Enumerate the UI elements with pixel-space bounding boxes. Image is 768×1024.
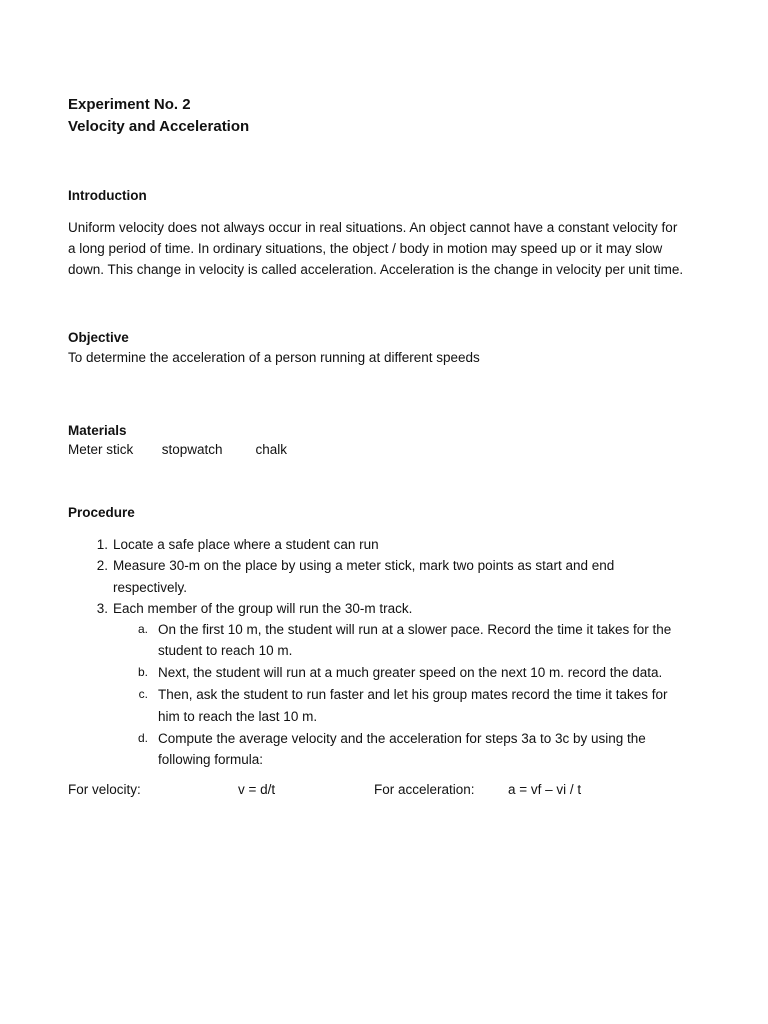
objective-heading: Objective xyxy=(68,330,129,345)
substep-text: student to reach 10 m. xyxy=(158,643,293,658)
title-line-2: Velocity and Acceleration xyxy=(68,118,250,135)
substep-letter: d. xyxy=(137,731,148,745)
introduction-line-3: down. This change in velocity is called acceleration. Acceleration is the change in velocity per unit time. xyxy=(68,262,684,277)
substep-text: Compute the average velocity and the acceleration for steps 3a to 3c by using the xyxy=(158,731,646,746)
substep-text: Next, the student will run at a much greater speed on the next 10 m. record the data. xyxy=(158,665,663,680)
step-text: Measure 30-m on the place by using a meter stick, mark two points as start and end xyxy=(113,558,615,573)
substep-letter: a. xyxy=(137,622,148,636)
step-text: Locate a safe place where a student can run xyxy=(113,537,379,552)
acceleration-label: For acceleration: xyxy=(374,782,475,797)
introduction-heading: Introduction xyxy=(68,188,147,203)
objective-text: To determine the acceleration of a person running at different speeds xyxy=(68,350,480,365)
velocity-formula: v = d/t xyxy=(238,782,276,797)
title-line-1: Experiment No. 2 xyxy=(68,96,191,113)
substep-text: On the first 10 m, the student will run at a slower pace. Record the time it takes for the xyxy=(158,622,672,637)
step-text: respectively. xyxy=(113,580,188,595)
acceleration-formula: a = vf – vi / t xyxy=(508,782,582,797)
substep-text: Then, ask the student to run faster and let his group mates record the time it takes for xyxy=(158,687,668,702)
document-title xyxy=(68,94,249,138)
materials-heading: Materials xyxy=(68,423,127,438)
substep-letter: c. xyxy=(138,687,148,701)
step-number: 2. xyxy=(96,558,108,573)
materials-list xyxy=(68,442,287,457)
substep-text: him to reach the last 10 m. xyxy=(158,709,318,724)
velocity-label: For velocity: xyxy=(68,782,141,797)
step-number: 3. xyxy=(96,601,108,616)
introduction-line-2: a long period of time. In ordinary situations, the object / body in motion may speed up or it may slow xyxy=(68,241,663,256)
introduction-paragraph xyxy=(68,217,708,280)
step-number: 1. xyxy=(96,537,108,552)
introduction-line-1: Uniform velocity does not always occur in real situations. An object cannot have a constant velocity for xyxy=(68,220,678,235)
material-item: stopwatch xyxy=(161,442,223,457)
material-item: Meter stick xyxy=(68,442,134,457)
procedure-heading: Procedure xyxy=(68,505,135,520)
substep-text: following formula: xyxy=(158,752,264,767)
substep-letter: b. xyxy=(137,665,148,679)
step-text: Each member of the group will run the 30-m track. xyxy=(113,601,413,616)
material-item: chalk xyxy=(255,442,288,457)
